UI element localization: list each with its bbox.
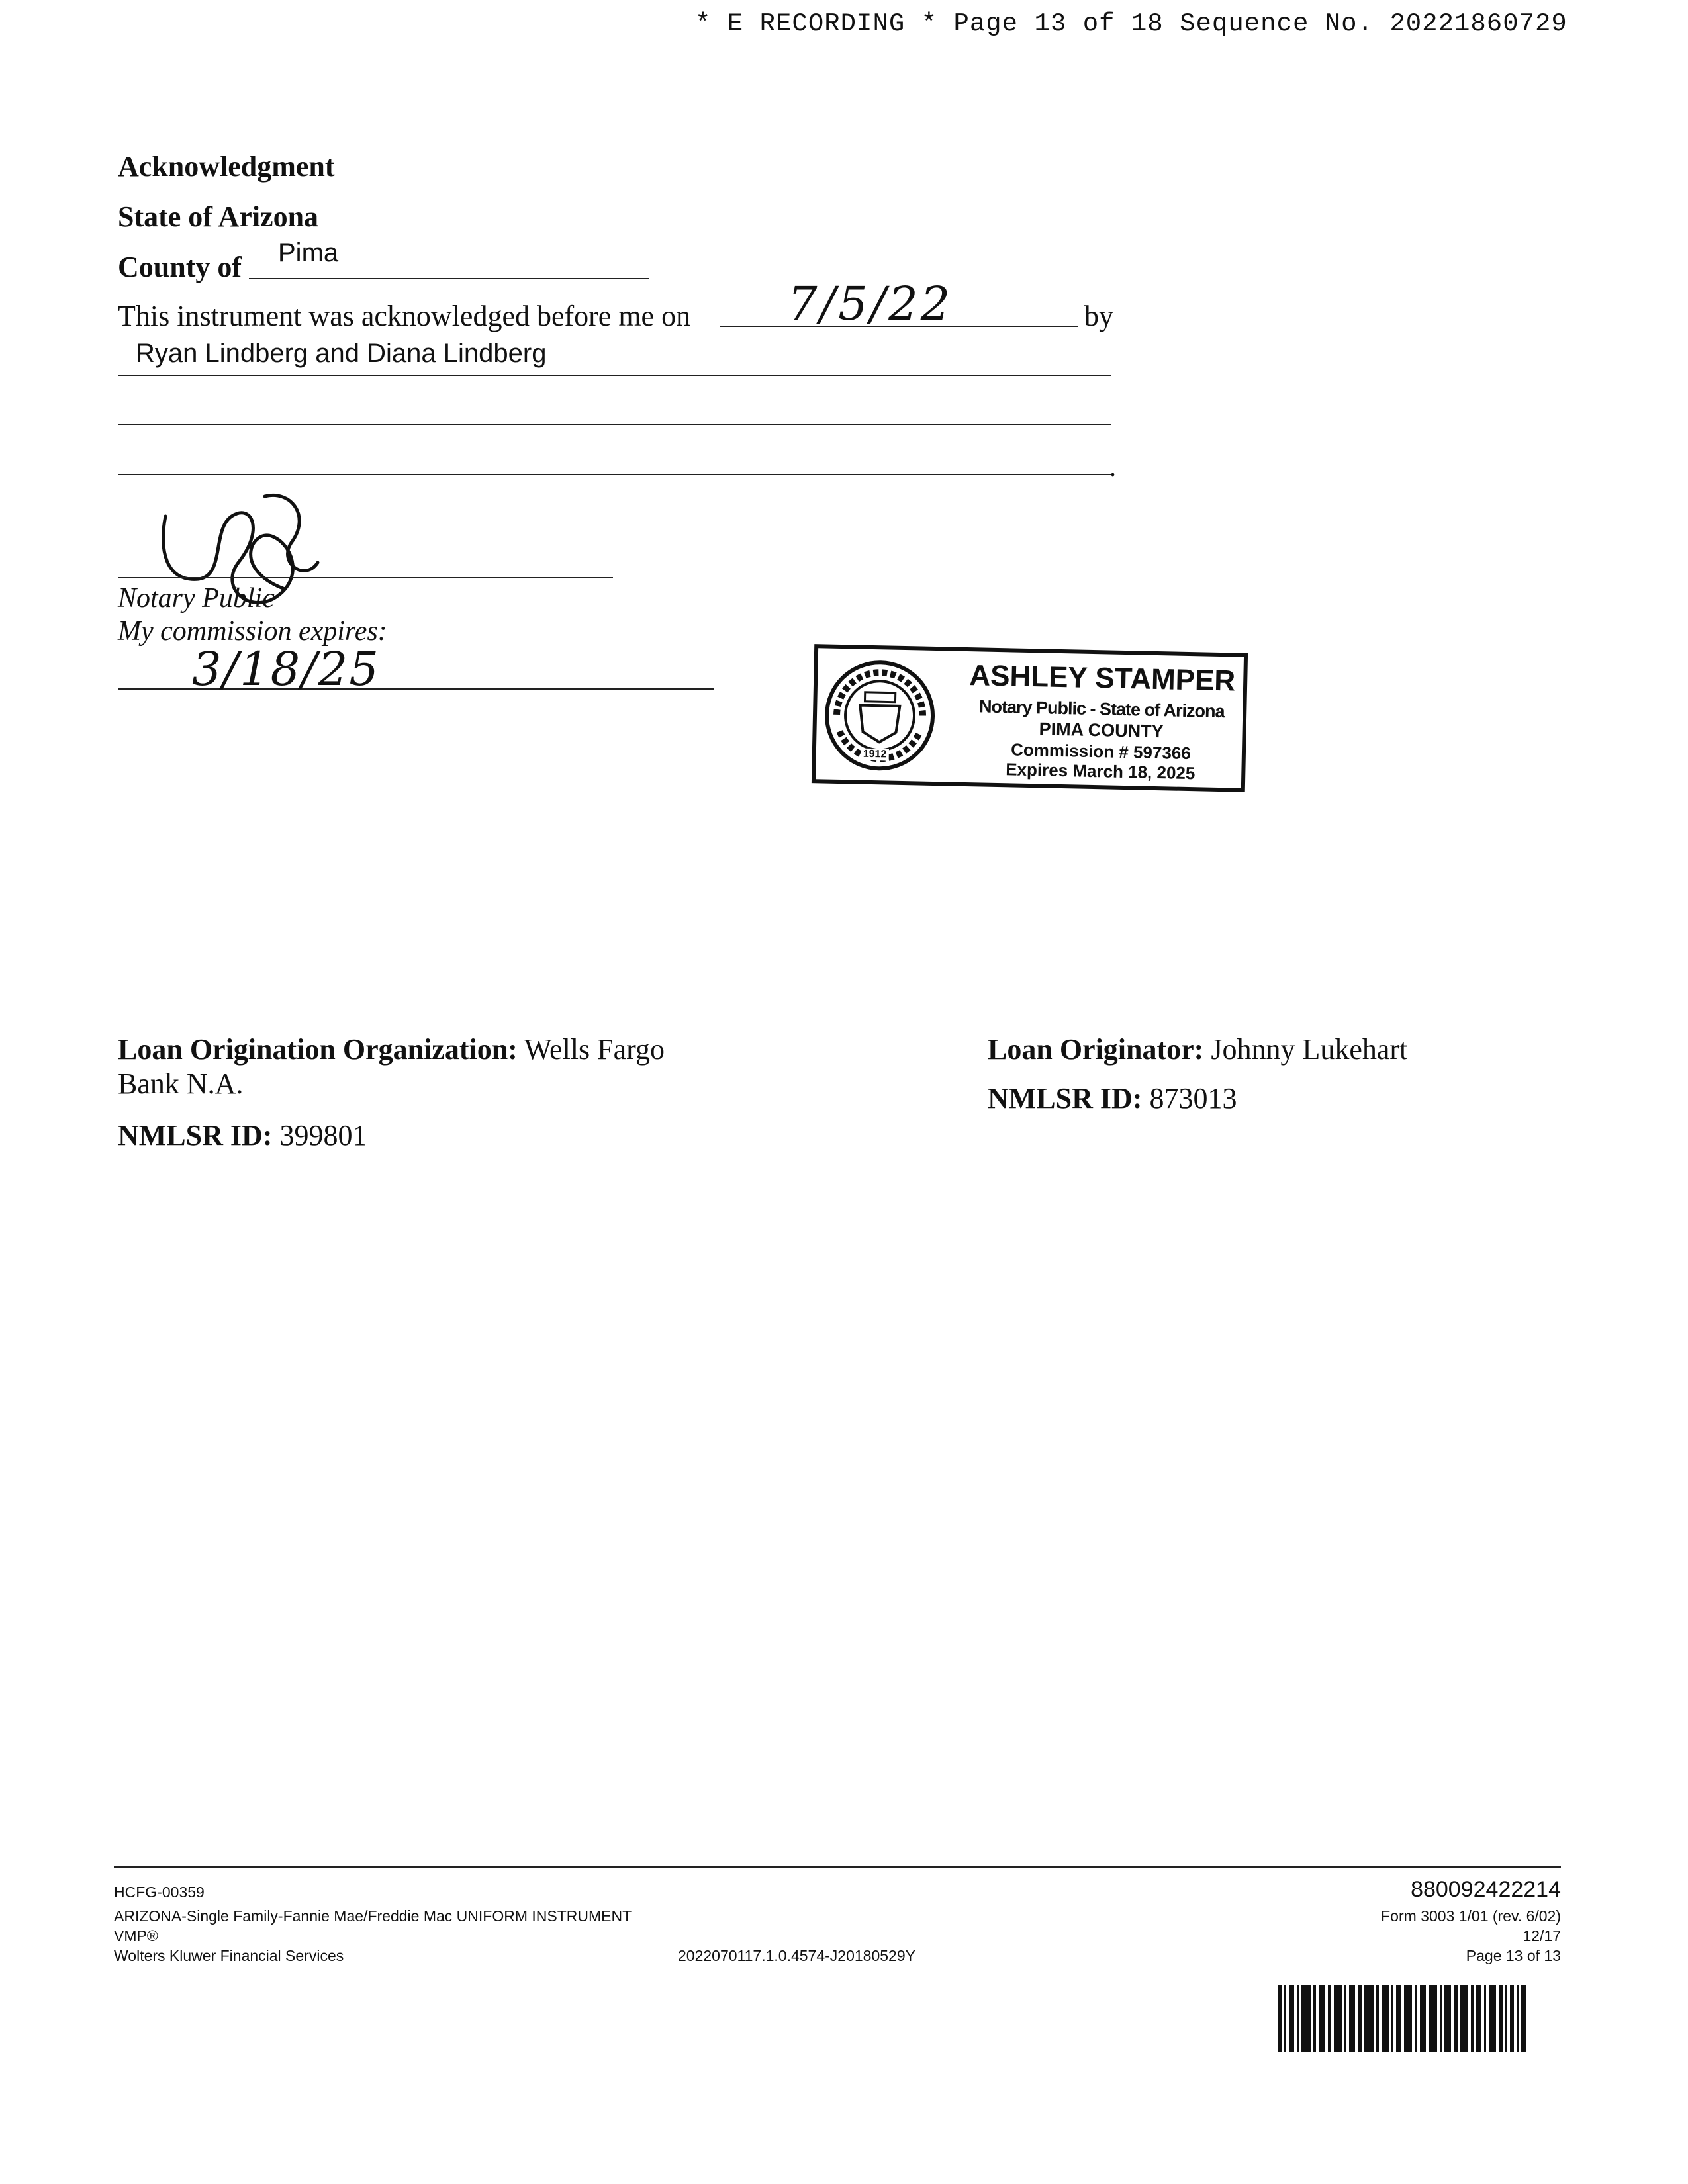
org-label: Loan Origination Organization: (118, 1033, 518, 1066)
footer-rule (114, 1866, 1561, 1868)
footer-code: HCFG-00359 (114, 1884, 205, 1901)
seal-year: 1912 (861, 749, 889, 761)
stamp-line-4: Expires March 18, 2025 (1005, 759, 1196, 784)
commission-label: My commission expires: (118, 616, 387, 647)
by-label: by (1084, 300, 1113, 332)
org-nmlsr-label: NMLSR ID: (118, 1119, 273, 1152)
loan-originator (988, 1032, 1407, 1066)
originator-label: Loan Originator: (988, 1033, 1204, 1066)
footer-form-number: Form 3003 1/01 (rev. 6/02) (1381, 1907, 1561, 1925)
names-period: . (1109, 452, 1116, 482)
originator-nmlsr-label: NMLSR ID: (988, 1082, 1143, 1115)
loan-origination-org (118, 1032, 714, 1101)
acknowledged-names: Ryan Lindberg and Diana Lindberg (136, 339, 547, 368)
notary-signature-line (118, 577, 613, 578)
names-line-3 (118, 474, 1111, 475)
stamp-line-1: Notary Public - State of Arizona (978, 696, 1225, 722)
org-nmlsr (118, 1118, 367, 1152)
instrument-text: This instrument was acknowledged before me on (118, 300, 691, 332)
county-value: Pima (278, 238, 339, 267)
footer-vmp: VMP® (114, 1927, 158, 1944)
originator-nmlsr-value: 873013 (1149, 1082, 1237, 1115)
footer-loan-number: 880092422214 (1411, 1877, 1561, 1902)
stamp-name: ASHLEY STAMPER (968, 659, 1236, 698)
originator-name: Johnny Lukehart (1211, 1033, 1408, 1066)
footer-page: Page 13 of 13 (1466, 1947, 1561, 1964)
stamp-line-3: Commission # 597366 (1010, 739, 1192, 764)
barcode-image (1278, 1985, 1562, 2052)
originator-nmlsr (988, 1081, 1237, 1115)
county-field-line (249, 278, 649, 279)
footer-form-title: ARIZONA-Single Family-Fannie Mae/Freddie Mac UNIFORM INSTRUMENT (114, 1907, 632, 1925)
notary-stamp (812, 644, 1248, 792)
footer-doc-id: 2022070117.1.0.4574-J20180529Y (678, 1947, 915, 1964)
stamp-line-2: PIMA COUNTY (1039, 719, 1164, 742)
state-line: State of Arizona (118, 201, 319, 233)
org-name-part2: Bank N.A. (118, 1068, 244, 1100)
notary-public-label: Notary Public (118, 583, 275, 614)
acknowledgment-title: Acknowledgment (118, 150, 335, 183)
footer-form-date: 12/17 (1523, 1927, 1561, 1944)
names-line-2 (118, 424, 1111, 425)
names-line-1 (118, 375, 1111, 376)
commission-date-handwritten: 3/18/25 (192, 642, 380, 696)
org-name-part1: Wells Fargo (524, 1033, 665, 1066)
footer-publisher: Wolters Kluwer Financial Services (114, 1947, 344, 1964)
org-nmlsr-value: 399801 (279, 1119, 367, 1152)
recording-header: * E RECORDING * Page 13 of 18 Sequence No. 20221860729 (695, 9, 1568, 38)
date-handwritten: 7/5/22 (788, 277, 953, 331)
county-label: County of (118, 251, 242, 283)
